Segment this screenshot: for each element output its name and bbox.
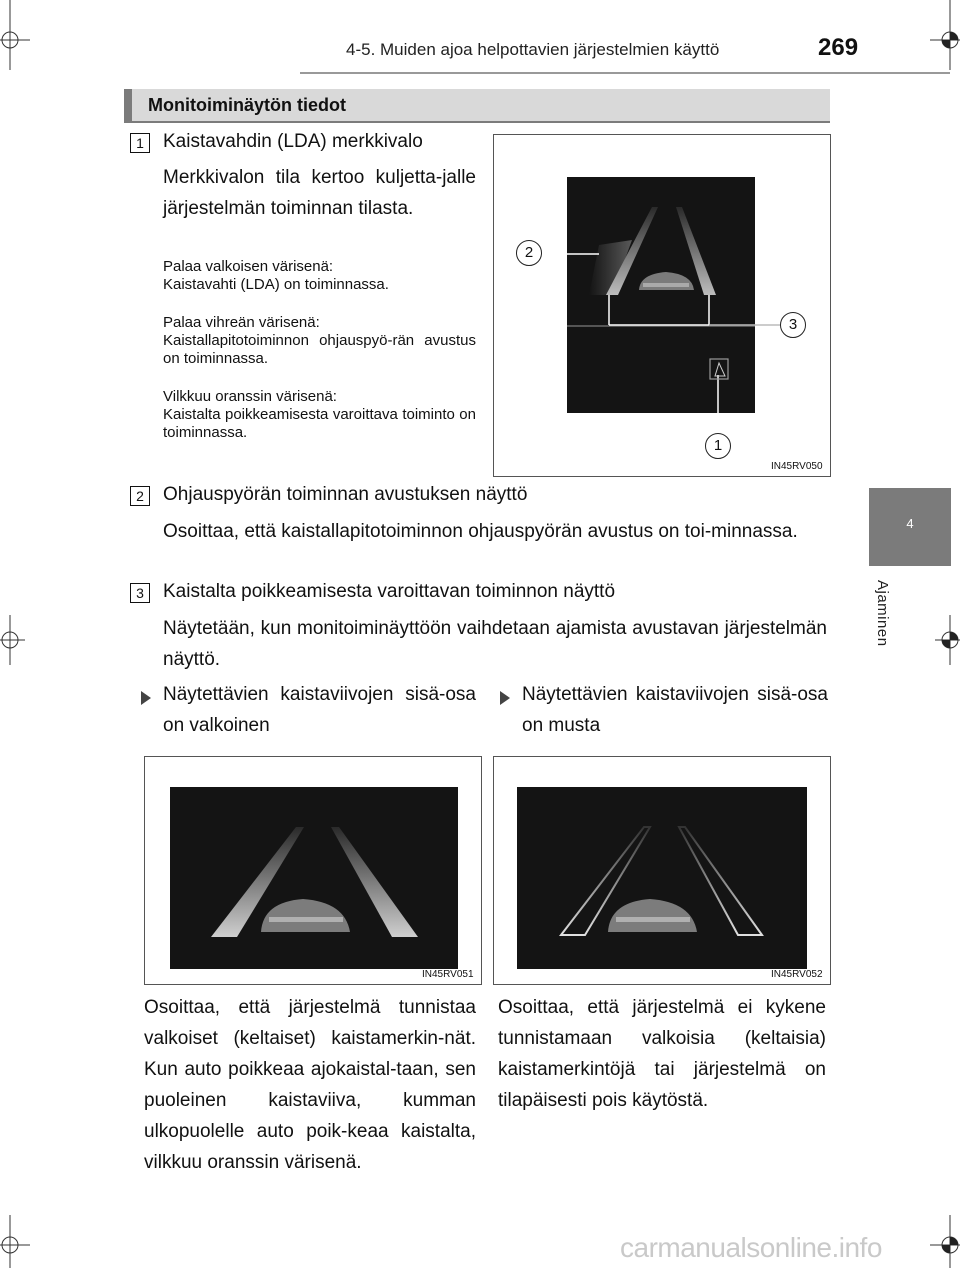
section-heading-bar <box>124 89 830 121</box>
callout-3: 3 <box>780 312 806 338</box>
page-header <box>0 0 960 80</box>
section-title: Monitoiminäytön tiedot <box>148 95 346 115</box>
item-body: Näytetään, kun monitoiminäyttöön vaihdetaan ajamista avustavan järjestelmän näyttö. <box>163 618 827 670</box>
note-lead: Palaa vihreän värisenä: <box>163 314 320 331</box>
item-number-box: 3 <box>130 583 150 603</box>
item-number-box: 2 <box>130 486 150 506</box>
figure-id: IN45RV050 <box>771 461 823 472</box>
page-number: 269 <box>818 34 859 61</box>
note-lead: Palaa valkoisen värisenä: <box>163 258 334 275</box>
bullet-arrow-icon <box>141 691 151 705</box>
chapter-title: 4-5. Muiden ajoa helpottavien järjestelmien käyttö <box>346 40 720 59</box>
note <box>163 388 476 442</box>
note <box>163 314 476 368</box>
column-body: Osoittaa, että järjestelmä tunnistaa valkoiset (keltaiset) kaistamerkin-nät. Kun auto poikkeaa ajokaistal-taan, sen puoleinen kaistaviiva, kumman ulkopuolelle auto poik-keaa kaistalta, vilkkuu oranssin värisenä. <box>144 997 476 1173</box>
main-figure <box>493 134 831 477</box>
item-number-box: 1 <box>130 133 150 153</box>
bullet-arrow-icon <box>500 691 510 705</box>
chapter-tab-number: 4 <box>906 516 914 531</box>
figure-white-lanes <box>144 756 482 985</box>
figure-id: IN45RV052 <box>771 969 823 980</box>
callout-2: 2 <box>516 240 542 266</box>
column-heading: Näytettävien kaistaviivojen sisä-osa on musta <box>522 684 828 736</box>
note-text: Kaistallapitotoiminnon ohjauspyö-rän avustus on toiminnassa. <box>163 332 476 367</box>
figure-id: IN45RV051 <box>422 969 474 980</box>
item-body: Merkkivalon tila kertoo kuljetta-jalle järjestelmän toiminnan tilasta. <box>163 167 476 219</box>
callout-1: 1 <box>705 433 731 459</box>
item-title: Kaistavahdin (LDA) merkkivalo <box>163 131 423 152</box>
section-underline <box>124 121 830 123</box>
figure-black-lanes <box>493 756 831 985</box>
item-title: Kaistalta poikkeamisesta varoittavan toiminnon näyttö <box>163 581 616 602</box>
chapter-tab-label: Ajaminen <box>874 580 891 647</box>
display-illustration <box>494 135 830 476</box>
chapter-tab <box>869 488 951 566</box>
note-text: Kaistalta poikkeamisesta varoittava toiminto on toiminnassa. <box>163 406 476 441</box>
note <box>163 258 476 294</box>
header-rule <box>300 72 950 74</box>
note-text: Kaistavahti (LDA) on toiminnassa. <box>163 276 389 293</box>
item-title: Ohjauspyörän toiminnan avustuksen näyttö <box>163 484 528 505</box>
column-heading: Näytettävien kaistaviivojen sisä-osa on valkoinen <box>163 684 476 736</box>
item-body: Osoittaa, että kaistallapitotoiminnon ohjauspyörän avustus on toi-minnassa. <box>163 521 798 542</box>
note-lead: Vilkkuu oranssin värisenä: <box>163 388 337 405</box>
column-body: Osoittaa, että järjestelmä ei kykene tunnistamaan valkoisia (keltaisia) kaistamerkintöjä tai järjestelmä on tilapäisesti pois käytöstä. <box>498 997 826 1111</box>
watermark: carmanualsonline.info <box>620 1232 882 1263</box>
